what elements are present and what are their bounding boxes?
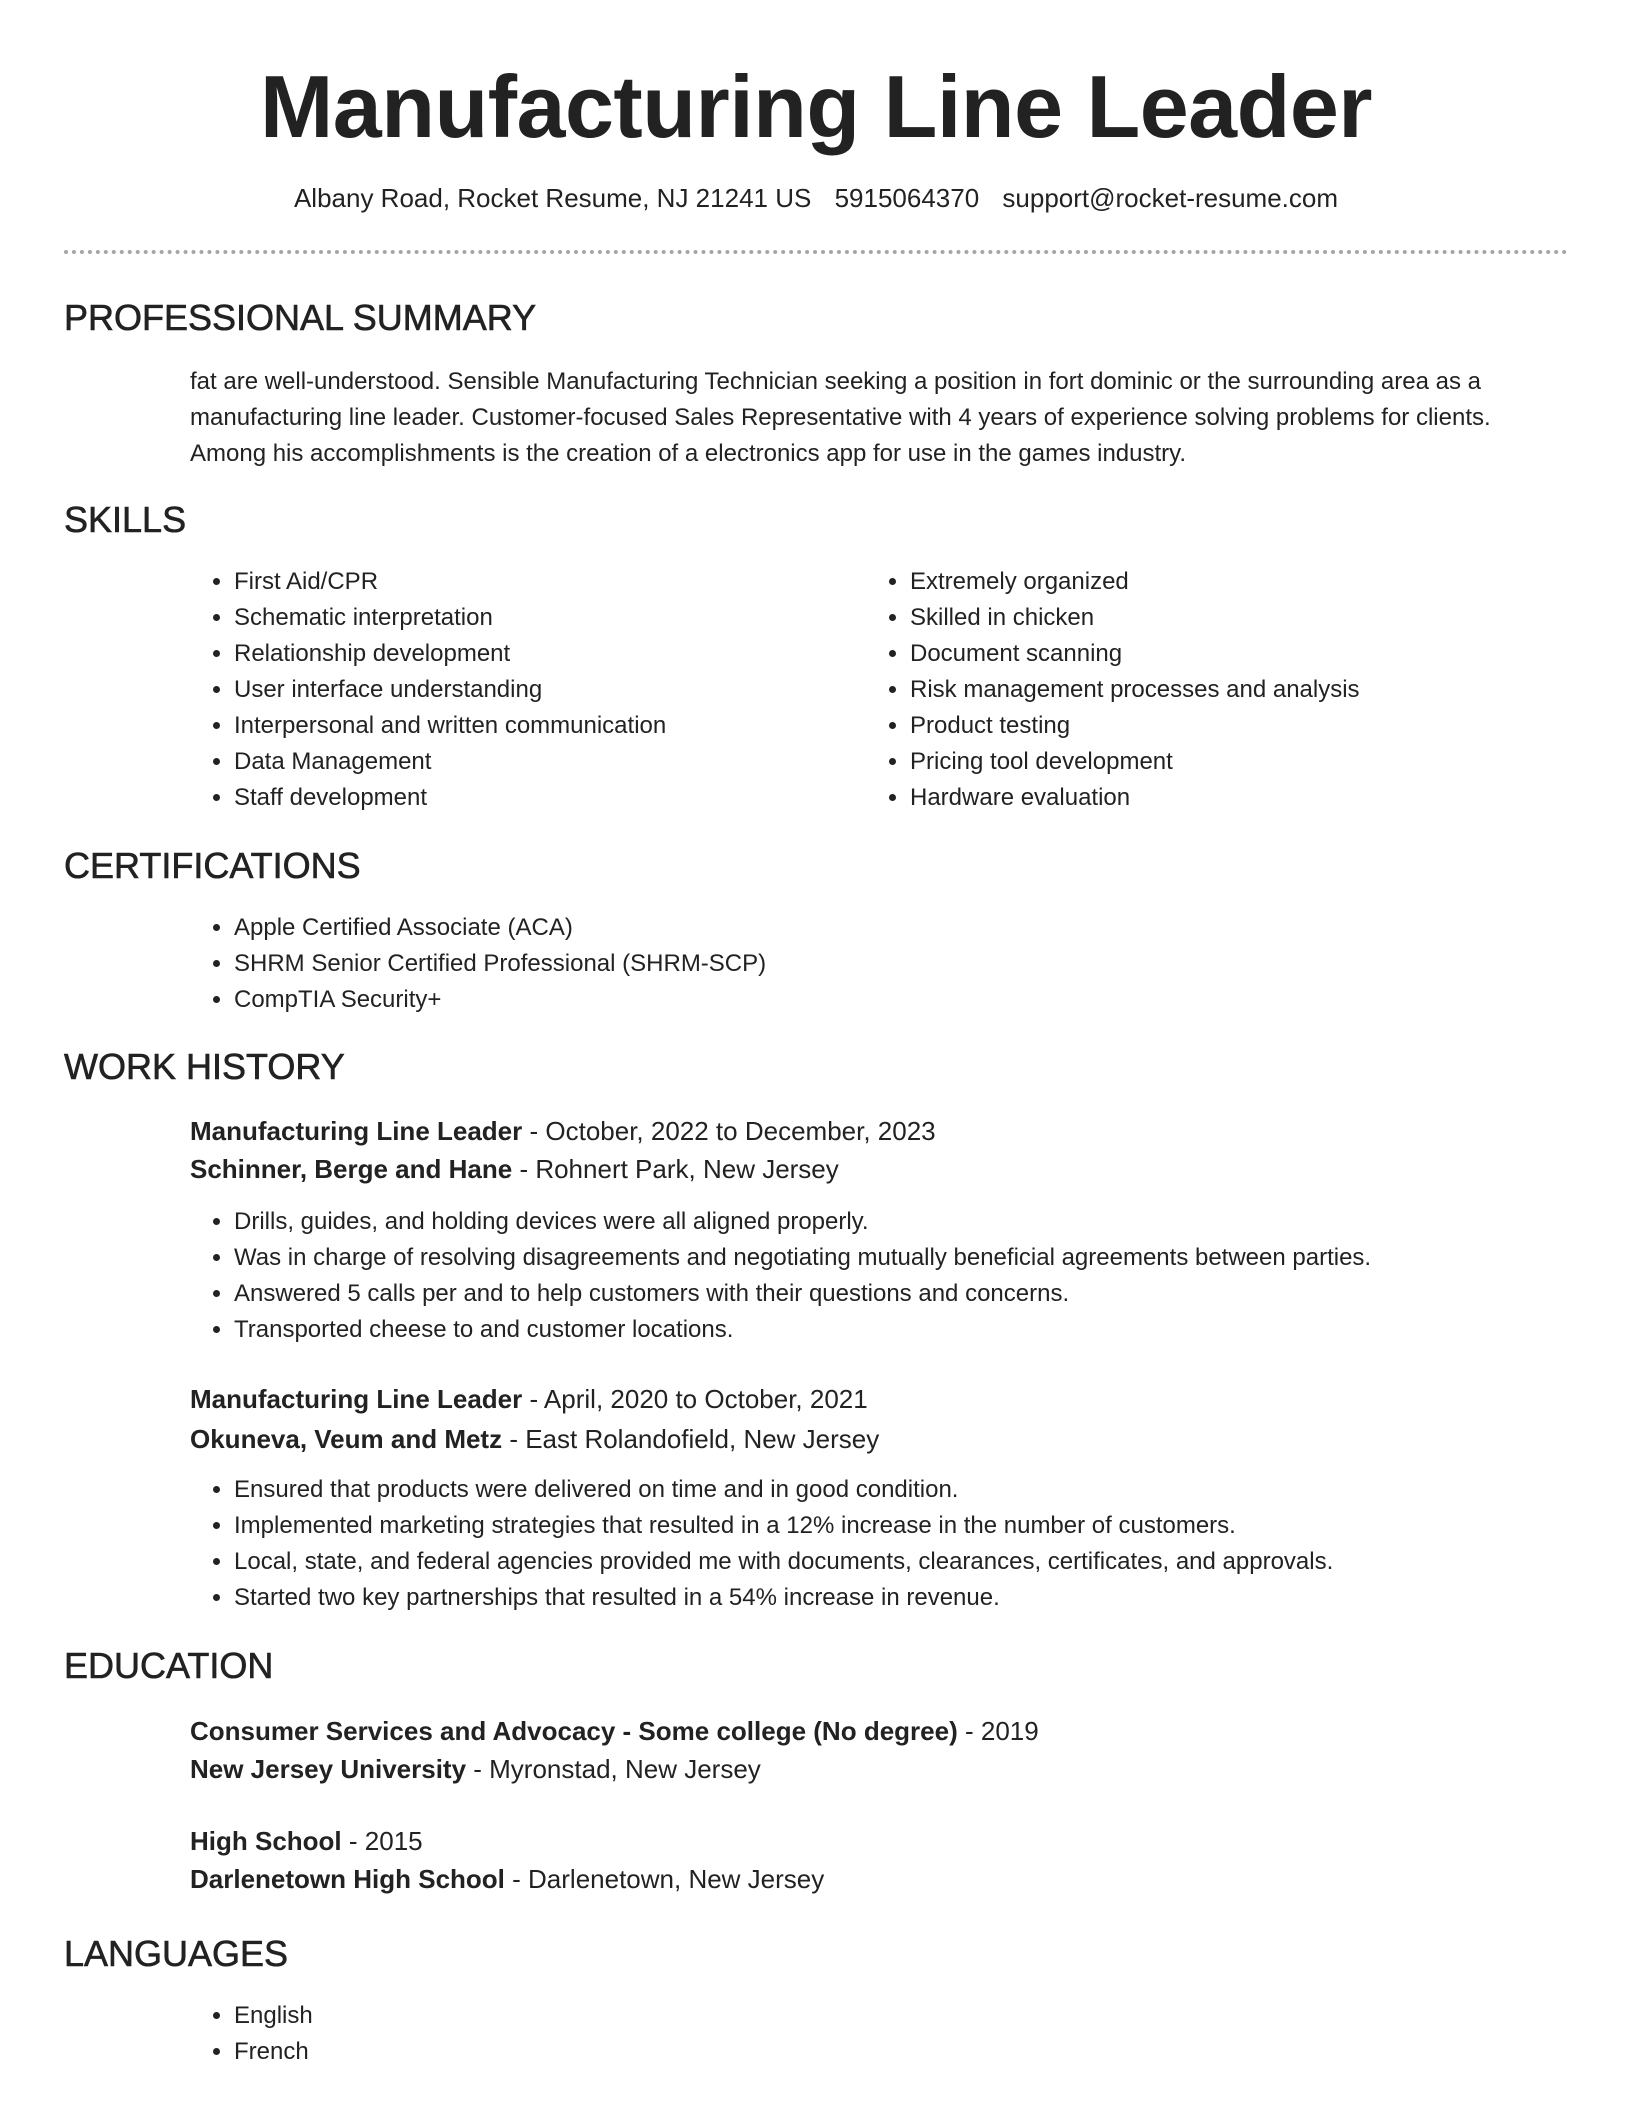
job-dates: - October, 2022 to December, 2023 xyxy=(522,1116,936,1146)
list-item: • Apple Certified Associate (ACA) xyxy=(234,910,1534,946)
job-company-line xyxy=(190,1150,839,1188)
job-company: Okuneva, Veum and Metz xyxy=(190,1424,503,1454)
job-role: Manufacturing Line Leader xyxy=(190,1384,523,1414)
job-company: Schinner, Berge and Hane xyxy=(190,1154,513,1184)
job-title-line xyxy=(190,1380,868,1418)
list-item: • Ensured that products were delivered on time and in good condition. xyxy=(234,1472,1614,1508)
list-item: • Risk management processes and analysis xyxy=(910,672,1590,708)
education-degree-line xyxy=(190,1712,1039,1750)
education-degree-line xyxy=(190,1822,423,1860)
job-role: Manufacturing Line Leader xyxy=(190,1116,523,1146)
list-item: • Staff development xyxy=(234,780,854,816)
list-item: • First Aid/CPR xyxy=(234,564,854,600)
contact-line xyxy=(0,180,1632,216)
job-location: - East Rolandofield, New Jersey xyxy=(502,1424,880,1454)
job-bullets xyxy=(190,1204,1614,1348)
list-item: • CompTIA Security+ xyxy=(234,982,1534,1018)
education-year: - 2015 xyxy=(341,1826,423,1856)
list-item: • Data Management xyxy=(234,744,854,780)
education-degree: Consumer Services and Advocacy - Some college (No degree) xyxy=(190,1716,958,1746)
list-item: • Was in charge of resolving disagreements and negotiating mutually beneficial agreements between parties. xyxy=(234,1240,1614,1276)
education-school: New Jersey University xyxy=(190,1754,467,1784)
list-item: • Interpersonal and written communication xyxy=(234,708,854,744)
languages-heading: LANGUAGES xyxy=(64,1933,289,1974)
education-year: - 2019 xyxy=(957,1716,1039,1746)
list-item: • Drills, guides, and holding devices were all aligned properly. xyxy=(234,1204,1614,1240)
skills-heading: SKILLS xyxy=(64,499,187,540)
certifications-list xyxy=(190,910,1534,1018)
candidate-name: Manufacturing Line Leader xyxy=(259,57,1373,156)
list-item: • Hardware evaluation xyxy=(910,780,1590,816)
list-item: • Document scanning xyxy=(910,636,1590,672)
list-item: • User interface understanding xyxy=(234,672,854,708)
job-company-line xyxy=(190,1420,879,1458)
list-item: • SHRM Senior Certified Professional (SHRM-SCP) xyxy=(234,946,1534,982)
list-item: • French xyxy=(234,2034,1034,2070)
list-item: • Local, state, and federal agencies provided me with documents, clearances, certificates, and approvals. xyxy=(234,1544,1614,1580)
job-bullets xyxy=(190,1472,1614,1616)
education-school-line xyxy=(190,1750,761,1788)
skills-list-right xyxy=(866,564,1590,816)
work-history-heading: WORK HISTORY xyxy=(64,1046,345,1087)
list-item: • Implemented marketing strategies that resulted in a 12% increase in the number of customers. xyxy=(234,1508,1614,1544)
list-item: • Relationship development xyxy=(234,636,854,672)
list-item: • English xyxy=(234,1998,1034,2034)
list-item: • Skilled in chicken xyxy=(910,600,1590,636)
list-item: • Schematic interpretation xyxy=(234,600,854,636)
summary-text: fat are well-understood. Sensible Manufacturing Technician seeking a position in fort dominic or the surrounding area as a manufacturing line leader. Customer-focused Sales Representative with 4 years of experience solving problems for clients. Among his accomplishments is the creation of a electronics app for use in the games industry. xyxy=(190,368,1491,467)
list-item: • Extremely organized xyxy=(910,564,1590,600)
email: support@rocket-resume.com xyxy=(1002,183,1339,213)
list-item: • Transported cheese to and customer locations. xyxy=(234,1312,1614,1348)
certifications-heading: CERTIFICATIONS xyxy=(64,845,361,886)
address: Albany Road, Rocket Resume, NJ 21241 US xyxy=(293,183,812,213)
job-location: - Rohnert Park, New Jersey xyxy=(512,1154,839,1184)
skills-list-left xyxy=(190,564,854,816)
education-degree: High School xyxy=(190,1826,342,1856)
header-divider xyxy=(64,250,1568,254)
education-heading: EDUCATION xyxy=(64,1645,274,1686)
job-dates: - April, 2020 to October, 2021 xyxy=(522,1384,868,1414)
education-location: - Darlenetown, New Jersey xyxy=(504,1864,825,1894)
summary-heading: PROFESSIONAL SUMMARY xyxy=(64,297,537,338)
list-item: • Pricing tool development xyxy=(910,744,1590,780)
phone: 5915064370 xyxy=(834,183,980,213)
education-school-line xyxy=(190,1860,824,1898)
list-item: • Answered 5 calls per and to help customers with their questions and concerns. xyxy=(234,1276,1614,1312)
languages-list xyxy=(190,1998,1034,2070)
education-location: - Myronstad, New Jersey xyxy=(466,1754,761,1784)
list-item: • Product testing xyxy=(910,708,1590,744)
list-item: • Started two key partnerships that resulted in a 54% increase in revenue. xyxy=(234,1580,1614,1616)
job-title-line xyxy=(190,1112,936,1150)
education-school: Darlenetown High School xyxy=(190,1864,505,1894)
